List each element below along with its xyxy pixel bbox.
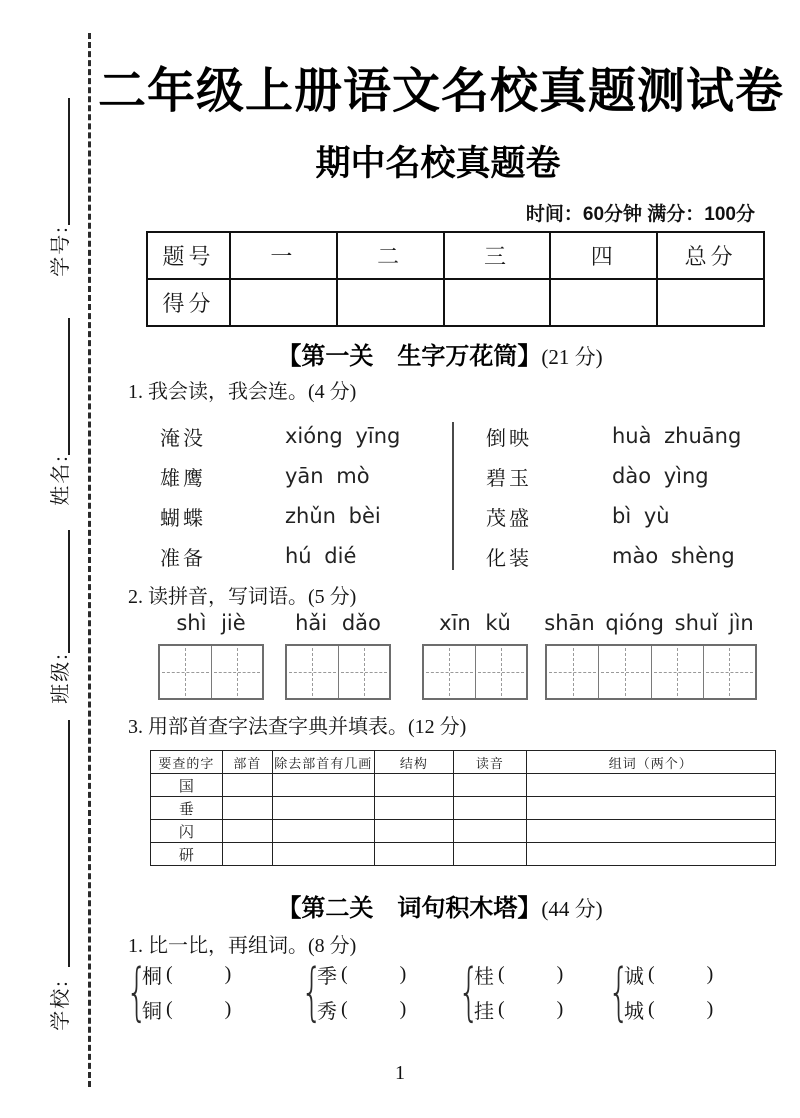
paren-open: ( [341,963,348,985]
dict-empty-cell [272,820,374,843]
word-pair-group [458,957,563,1027]
writing-grid [422,644,528,700]
match-pinyin: mào shèng [612,544,735,568]
student-id-blank-line [68,98,70,225]
score-row-label: 得分 [147,279,230,326]
dict-header-cell: 部首 [222,751,272,774]
dict-table-row [151,797,776,820]
match-word: 倒映 [486,427,532,450]
dict-header-cell: 要查的字 [151,751,223,774]
section2-question1-text: 1. 比一比，再组词。(8 分) [128,935,357,957]
match-word: 碧玉 [486,467,532,490]
score-empty-cell [230,279,337,326]
name-blank-line [68,318,70,455]
writing-cell [475,646,527,698]
match-word: 化装 [486,547,532,570]
school-label: 学校: [49,979,72,1031]
word-pair-row [624,992,713,1027]
match-pinyin: hú dié [285,544,357,568]
dict-empty-cell [374,797,453,820]
paren-open: ( [498,963,505,985]
dict-empty-cell [526,820,775,843]
paren-close: ) [399,998,407,1020]
pinyin-prompt: shì jiè [176,611,246,635]
student-id-label: 学号: [49,225,72,277]
paren-close: ) [556,998,564,1020]
match-word: 淹没 [160,427,206,450]
word-pair-row [474,992,563,1027]
paren-open: ( [648,963,655,985]
class-label: 班级: [49,652,72,704]
dict-empty-cell [272,797,374,820]
writing-grid [285,644,391,700]
dict-empty-cell [454,843,527,866]
dict-empty-cell [526,797,775,820]
dict-table-row [151,774,776,797]
match-pinyin: yān mò [285,464,370,488]
match-word: 蝴蝶 [160,507,206,530]
match-pinyin: dào yìng [612,464,709,488]
section2-heading-title: 【第二关 词句积木塔】 [277,895,542,922]
paren-open: ( [166,963,173,985]
dict-empty-cell [272,774,374,797]
writing-cell [703,646,755,698]
dict-empty-cell [222,820,272,843]
pair-character: 挂 [474,1001,494,1023]
match-word: 茂盛 [486,507,532,530]
writing-cell [338,646,390,698]
binding-dashed-line [88,33,91,1087]
section1-heading [105,336,775,371]
paren-close: ) [556,963,564,985]
score-table-score-row [147,279,764,326]
school-blank-line [68,720,70,967]
paren-close: ) [224,998,232,1020]
match-pinyin: bì yù [612,504,670,528]
dict-header-cell: 组词（两个） [526,751,775,774]
match-column-divider [452,422,454,570]
word-pair-row [624,957,713,992]
word-pair-row [474,957,563,992]
word-pair-row [317,957,406,992]
pair-character: 秀 [317,1001,337,1023]
word-pair-group [301,957,406,1027]
score-table-header-row [147,232,764,279]
brace-icon: { [301,955,323,1028]
paren-open: ( [648,998,655,1020]
writing-cell [287,646,338,698]
word-pair-row [142,957,231,992]
paren-close: ) [224,963,232,985]
dict-empty-cell [454,774,527,797]
dict-empty-cell [374,843,453,866]
score-empty-cell [337,279,444,326]
match-word: 雄鹰 [160,467,206,490]
brace-icon: { [458,955,480,1028]
word-pair-group [126,957,231,1027]
writing-cell [651,646,703,698]
word-pair-row [142,992,231,1027]
dict-header-cell: 结构 [374,751,453,774]
dict-empty-cell [374,820,453,843]
brace-icon: { [608,955,630,1028]
score-header-cell: 总分 [657,232,764,279]
paper-subtitle: 期中名校真题卷 [315,144,561,183]
match-pinyin: zhǔn bèi [285,504,381,528]
score-header-cell: 四 [550,232,657,279]
name-label: 姓名: [49,454,72,506]
score-header-cell: 题号 [147,232,230,279]
paren-close: ) [706,998,714,1020]
writing-cell [160,646,211,698]
score-empty-cell [657,279,764,326]
dictionary-lookup-table [150,750,776,866]
writing-cell [211,646,263,698]
pinyin-prompt: hǎi dǎo [295,611,381,635]
word-pair-group [608,957,713,1027]
writing-cell [598,646,650,698]
dict-character-cell: 研 [151,843,223,866]
dict-empty-cell [526,843,775,866]
paren-open: ( [498,998,505,1020]
exam-time-score-info: 时间：60分钟 满分：100分 [525,204,755,225]
class-blank-line [68,530,70,653]
section1-question1-text: 1. 我会读，我会连。(4 分) [128,381,357,403]
score-empty-cell [550,279,657,326]
dict-header-cell: 除去部首有几画 [272,751,374,774]
paren-open: ( [341,998,348,1020]
paper-title: 二年级上册语文名校真题测试卷 [98,65,785,118]
dict-character-cell: 闪 [151,820,223,843]
pinyin-prompt: xīn kǔ [439,611,511,635]
dict-empty-cell [222,774,272,797]
dict-empty-cell [454,820,527,843]
dict-character-cell: 垂 [151,797,223,820]
dict-table-header-row [151,751,776,774]
pair-character: 城 [624,1001,644,1023]
match-pinyin: xióng yīng [285,424,401,448]
paren-close: ) [706,963,714,985]
score-empty-cell [444,279,551,326]
match-left-words-column [160,416,206,576]
pair-character: 铜 [142,1001,162,1023]
section1-question2-text: 2. 读拼音，写词语。(5 分) [128,586,357,608]
pair-character: 桂 [474,966,494,988]
writing-cell [424,646,475,698]
section2-heading [105,888,775,923]
dict-empty-cell [374,774,453,797]
page-number: 1 [395,1062,405,1084]
word-pair-row [317,992,406,1027]
section1-question3-text: 3. 用部首查字法查字典并填表。(12 分) [128,716,467,738]
pair-character: 季 [317,966,337,988]
paren-open: ( [166,998,173,1020]
dict-empty-cell [526,774,775,797]
dict-empty-cell [222,797,272,820]
paren-close: ) [399,963,407,985]
match-right-pinyin-column [612,416,741,576]
writing-cell [547,646,598,698]
dict-table-row [151,820,776,843]
score-header-cell: 一 [230,232,337,279]
dict-empty-cell [272,843,374,866]
writing-grid [545,644,757,700]
match-left-pinyin-column [285,416,400,576]
score-header-cell: 二 [337,232,444,279]
dict-table-row [151,843,776,866]
score-table [146,231,765,327]
pinyin-prompt: shān qióng shuǐ jìn [544,611,754,635]
writing-grid [158,644,264,700]
section2-heading-points: (44 分) [541,897,603,921]
match-pinyin: huà zhuāng [612,424,742,448]
pair-character: 诚 [624,966,644,988]
match-word: 准备 [160,547,206,570]
score-header-cell: 三 [444,232,551,279]
dict-empty-cell [222,843,272,866]
match-right-words-column [486,416,532,576]
section1-heading-title: 【第一关 生字万花筒】 [277,343,542,370]
dict-empty-cell [454,797,527,820]
brace-icon: { [126,955,148,1028]
dict-character-cell: 国 [151,774,223,797]
section1-heading-points: (21 分) [541,345,603,369]
pair-character: 桐 [142,966,162,988]
dict-header-cell: 读音 [454,751,527,774]
